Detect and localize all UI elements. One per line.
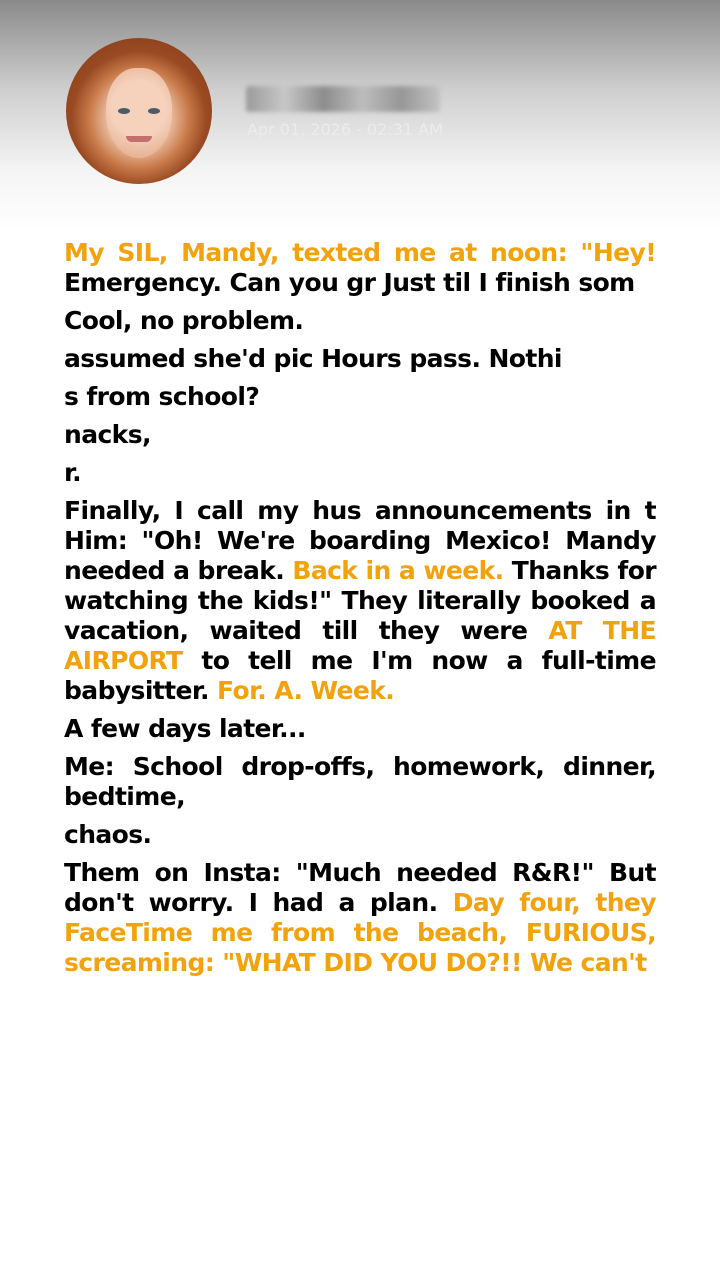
post-paragraph bbox=[64, 382, 656, 412]
highlighted-text: My SIL, Mandy, texted me at noon: "Hey! bbox=[64, 238, 656, 267]
paragraph-text: chaos. bbox=[64, 820, 152, 849]
post-paragraph bbox=[64, 714, 656, 744]
paragraph-text: Emergency. Can you gr Just til I finish som bbox=[64, 268, 635, 297]
post-paragraph bbox=[64, 458, 656, 488]
paragraph-text: s from school? bbox=[64, 382, 260, 411]
post-paragraph bbox=[64, 752, 656, 812]
post-paragraph bbox=[64, 420, 656, 450]
paragraph-text: r. bbox=[64, 458, 82, 487]
username[interactable] bbox=[246, 86, 440, 112]
paragraph-text: to tell me I'm now a full-time babysitter. bbox=[64, 646, 656, 705]
paragraph-text: assumed she'd pic Hours pass. Nothi bbox=[64, 344, 562, 373]
paragraph-text: Cool, no problem. bbox=[64, 306, 304, 335]
paragraph-text: Me: School drop-offs, homework, dinner, bedtime, bbox=[64, 752, 656, 811]
post-paragraph bbox=[64, 306, 656, 336]
post-header bbox=[0, 0, 720, 220]
highlighted-text: For. A. Week. bbox=[217, 676, 395, 705]
avatar-face bbox=[106, 68, 172, 158]
highlighted-text: Back in a week. bbox=[292, 556, 504, 585]
avatar[interactable] bbox=[66, 38, 212, 184]
post-paragraph bbox=[64, 820, 656, 850]
timestamp: Apr 01, 2026 - 02:31 AM bbox=[247, 120, 443, 139]
post-paragraph bbox=[64, 344, 656, 374]
highlighted-text: AT THE AIRPORT bbox=[64, 616, 657, 675]
paragraph-text: A few days later... bbox=[64, 714, 306, 743]
highlighted-text: Day four, they FaceTime me from the beach, FURIOUS, screaming: "WHAT DID YOU DO?!! We can't bbox=[64, 888, 656, 977]
post-paragraph bbox=[64, 238, 656, 298]
post-paragraph bbox=[64, 858, 656, 978]
paragraph-text: Thanks for watching the kids!" They literally booked a vacation, waited till they were bbox=[64, 556, 657, 645]
post-paragraph bbox=[64, 496, 656, 706]
paragraph-text: Them on Insta: "Much needed R&R!" But don't worry. I had a plan. bbox=[64, 858, 656, 917]
paragraph-text: nacks, bbox=[64, 420, 151, 449]
paragraph-text: Finally, I call my hus announcements in t Him: "Oh! We're boarding Mexico! Mandy needed a break. bbox=[64, 496, 656, 585]
post-body bbox=[64, 238, 656, 986]
